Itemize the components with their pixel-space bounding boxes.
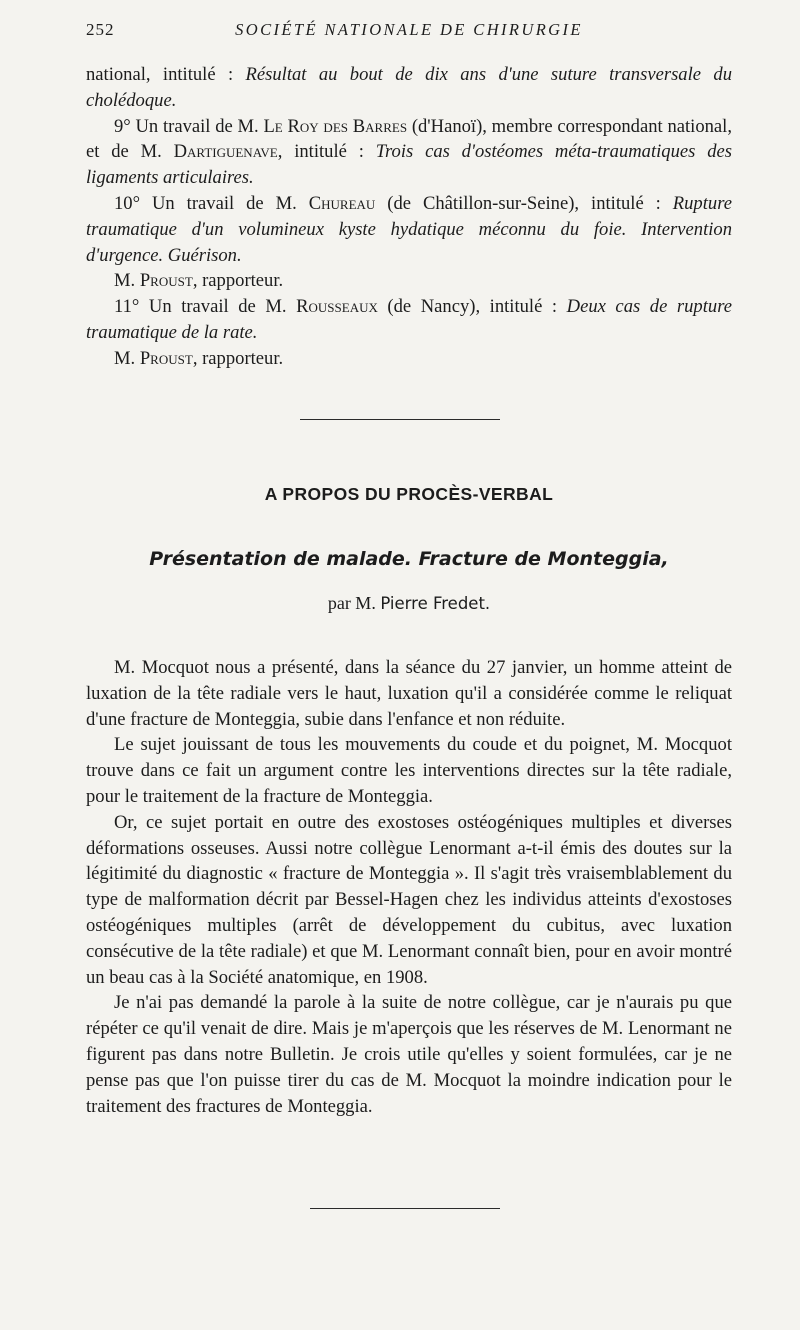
author-name: Pierre Fredet. bbox=[380, 594, 491, 613]
end-divider bbox=[310, 1208, 500, 1209]
body-paragraph: Or, ce sujet portait en outre des exostoses ostéogéniques multiples et diverses déformations osseuses. Aussi notre collègue Lenormant a-t-il émis des doutes sur la légitimité du diagnostic « fracture de Monteggia ». Il s'agit très vraisemblablement du type de malformation décrit par Bessel-Hagen chez les individus atteints d'exostoses ostéogéniques multiples (arrêt de développement du cubitus, avec luxation consécutive de la tête radiale) et que M. Lenormant connaît bien, pour en avoir montré un beau cas à la Société anatomique, en 1908. bbox=[86, 811, 732, 988]
announcement-item-10 bbox=[86, 191, 732, 268]
text-run: 9° Un travail de M. bbox=[114, 115, 264, 137]
text-run: (d'Hanoï), membre correspondant national, et de M. bbox=[86, 115, 732, 163]
text-run: , intitulé : bbox=[277, 141, 376, 163]
body-paragraph: Je n'ai pas demandé la parole à la suite de notre collègue, car je n'aurais pu que répéter ce qu'il venait de dire. Mais je m'aperçois que les réserves de M. Lenormant ne figurent pas dans notre Bulletin. Je crois utile qu'elles y soient formulées, car je ne pense pas que l'on puisse tirer du cas de M. Mocquot la moindre indication pour le traitement des fractures de Monteggia. bbox=[86, 992, 732, 1117]
announcement-item-9 bbox=[86, 114, 732, 191]
author-name: Dartiguenave bbox=[173, 141, 278, 163]
work-title: Deux cas de rupture traumatique de la rate. bbox=[86, 296, 732, 343]
body-paragraph: Le sujet jouissant de tous les mouvements du coude et du poignet, M. Mocquot trouve dans ce fait un argument contre les interventions directes sur la tête radiale, pour le traitement de la fracture de Monteggia. bbox=[86, 734, 732, 807]
section-divider bbox=[300, 419, 500, 420]
running-title: SOCIÉTÉ NATIONALE DE CHIRURGIE bbox=[235, 20, 583, 39]
rapporteur-line bbox=[86, 346, 732, 372]
text-run: 10° Un travail de M. bbox=[114, 192, 309, 214]
rapporteur-name: Proust bbox=[139, 270, 193, 292]
author-name: Rousseaux bbox=[296, 296, 378, 318]
article-body bbox=[86, 655, 732, 1119]
text-run: 11° Un travail de M. bbox=[114, 296, 297, 318]
byline bbox=[86, 593, 732, 614]
text-run: , rapporteur. bbox=[192, 270, 284, 292]
text-run: M. bbox=[114, 270, 140, 292]
author-name: Chureau bbox=[308, 192, 376, 214]
work-title: Trois cas d'ostéomes méta-traumatiques des ligaments articulaires. bbox=[86, 141, 732, 189]
rapporteur-line bbox=[86, 268, 732, 294]
body-paragraph: M. Mocquot nous a présenté, dans la séance du 27 janvier, un homme atteint de luxation de la tête radiale vers le haut, luxation qu'il a considérée comme le reliquat d'une fracture de Monteggia, subie dans l'enfance et non réduite. bbox=[86, 657, 732, 730]
text-run: (de Nancy), intitulé : bbox=[377, 296, 567, 318]
announcement-continuation bbox=[86, 62, 732, 114]
text-run: , rapporteur. bbox=[192, 347, 284, 369]
announcements-block bbox=[86, 62, 732, 372]
article-title: Présentation de malade. Fracture de Monteggia, bbox=[149, 548, 669, 570]
running-header bbox=[86, 20, 732, 46]
text-run: national, intitulé : bbox=[86, 64, 246, 85]
byline-prefix: par M. bbox=[327, 593, 381, 613]
announcement-item-11 bbox=[86, 294, 732, 346]
author-name: Le Roy des Barres bbox=[263, 115, 408, 137]
rapporteur-name: Proust bbox=[139, 347, 193, 369]
text-run: (de Châtillon-sur-Seine), intitulé : bbox=[375, 192, 673, 214]
work-title: Résultat au bout de dix ans d'une suture transversale du cholédoque. bbox=[86, 64, 732, 111]
section-heading: A PROPOS DU PROCÈS-VERBAL bbox=[264, 484, 554, 504]
page-number: 252 bbox=[86, 20, 115, 39]
text-run: M. bbox=[114, 347, 140, 369]
work-title: Rupture traumatique d'un volumineux kyste hydatique méconnu du foie. Intervention d'urgence. Guérison. bbox=[86, 192, 732, 266]
